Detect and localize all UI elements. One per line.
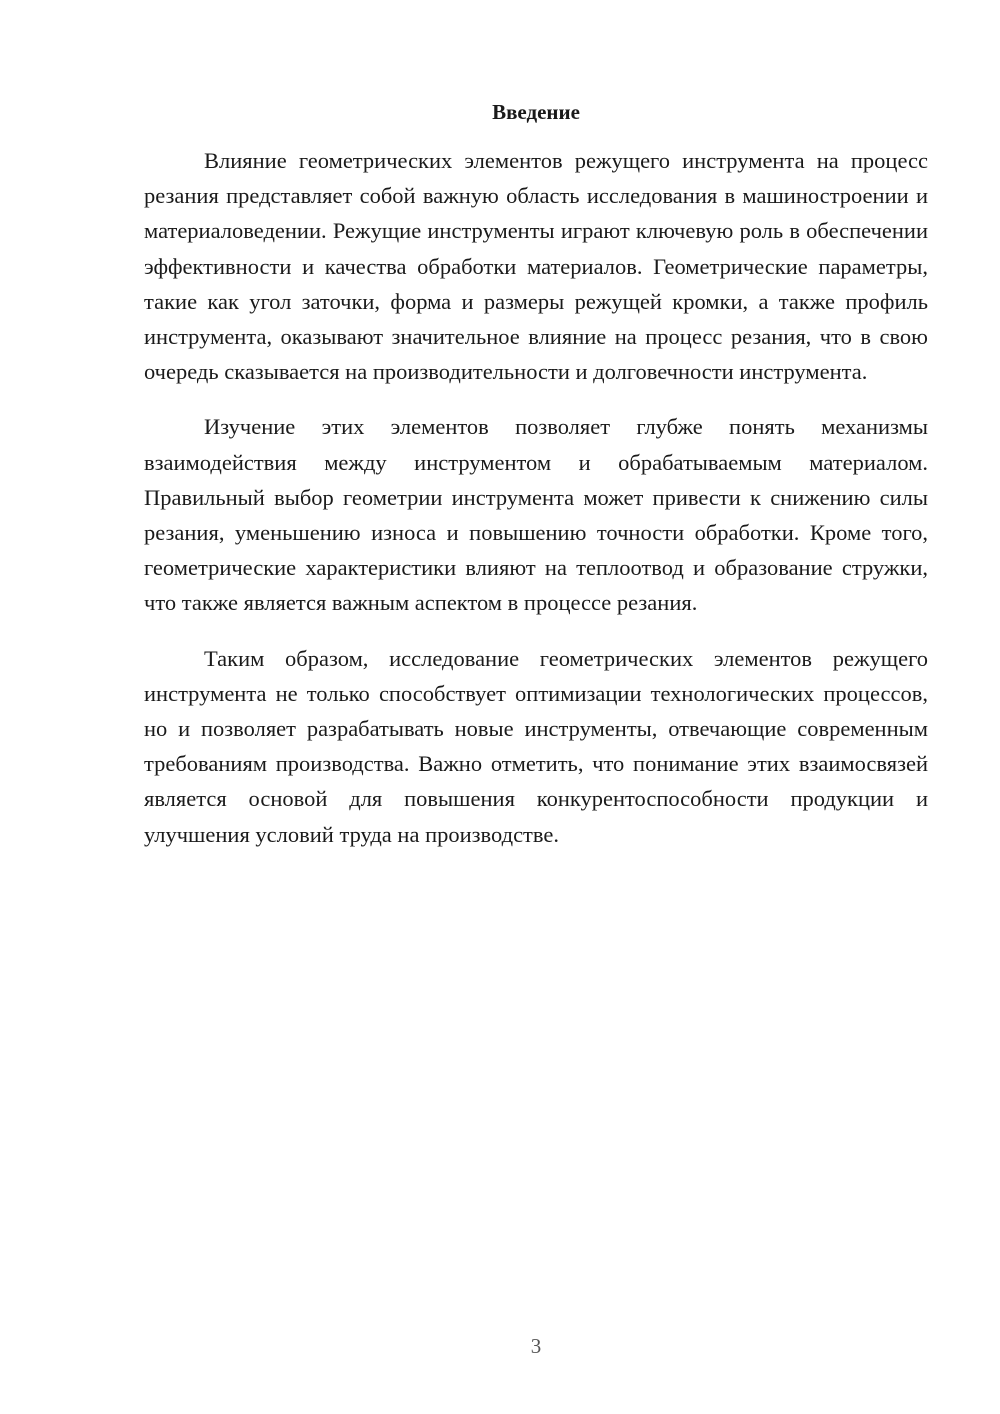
paragraph-2: Изучение этих элементов позволяет глубже понять механизмы взаимодействия между инструментом и обрабатываемым материалом. Правильный выбор геометрии инструмента может привести к снижению силы резания, уменьшению износа и повышению точности обработки. Кроме того, геометрические характеристики влияют на теплоотвод и образование стружки, что также является важным аспектом в процессе резания.: [144, 414, 928, 616]
paragraph-1: Влияние геометрических элементов режущего инструмента на процесс резания представляет собой важную область исследования в машиностроении и материаловедении. Режущие инструменты играют ключевую роль в обеспечении эффективности и качества обработки материалов. Геометрические параметры, такие как угол заточки, форма и размеры режущей кромки, а также профиль инструмента, оказывают значительное влияние на процесс резания, что в свою очередь сказывается на производительности и долговечности инструмента.: [144, 148, 928, 385]
page-title: Введение: [492, 100, 580, 124]
page-number: 3: [530, 1334, 542, 1358]
paragraph-3: Таким образом, исследование геометрических элементов режущего инструмента не только способствует оптимизации технологических процессов, но и позволяет разрабатывать новые инструменты, отвечающие современным требованиям производства. Важно отметить, что понимание этих взаимосвязей является основой для повышения конкурентоспособности продукции и улучшения условий труда на производстве.: [144, 645, 928, 847]
body-text: [144, 143, 928, 872]
